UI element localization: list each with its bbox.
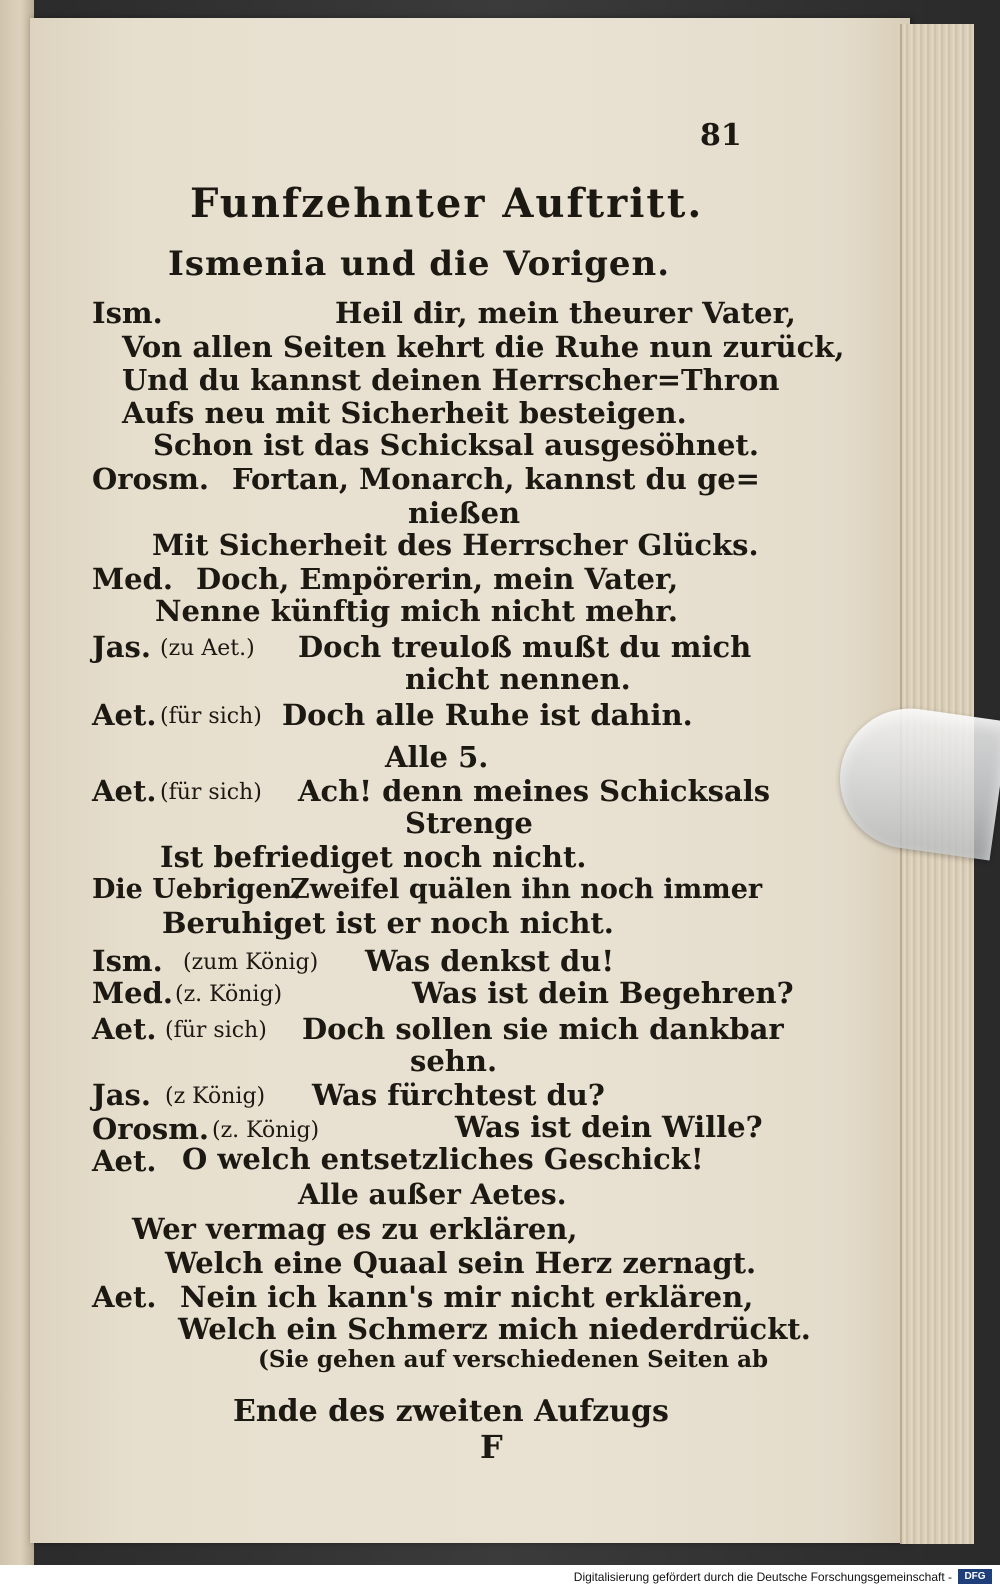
dialogue-line: Fortan, Monarch, kannst du ge= [232, 462, 760, 496]
speaker-label: Ism. [92, 944, 163, 978]
dialogue-line: nießen [408, 496, 521, 530]
speaker-label: Orosm. [92, 462, 209, 496]
footer-bar [0, 1565, 1000, 1589]
stage-direction: (für sich) [160, 780, 262, 805]
dialogue-line: Was ist dein Begehren? [412, 976, 794, 1010]
chorus-label: Alle 5. [385, 740, 489, 774]
dfg-logo-icon: DFG [958, 1569, 992, 1584]
stage-direction: (Sie gehen auf verschiedenen Seiten ab [258, 1346, 769, 1373]
stage-direction: (zum König) [183, 950, 319, 975]
page-number: 81 [700, 118, 742, 153]
dialogue-line: nicht nennen. [405, 662, 631, 696]
chorus-label: Alle außer Aetes. [298, 1178, 567, 1211]
dialogue-line: Nenne künftig mich nicht mehr. [155, 594, 679, 628]
dialogue-line: Und du kannst deinen Herrscher=Thron [122, 363, 780, 397]
dialogue-line: Welch eine Quaal sein Herz zernagt. [165, 1246, 757, 1280]
speaker-label: Aet. [92, 774, 157, 808]
dialogue-line: Aufs neu mit Sicherheit besteigen. [122, 396, 687, 430]
dialogue-line: Was denkst du! [365, 944, 615, 978]
dialogue-line: Doch, Empörerin, mein Vater, [196, 562, 679, 596]
dialogue-line: Was fürchtest du? [312, 1078, 605, 1112]
left-page-edge [0, 0, 34, 1565]
printer-signature: F [480, 1428, 503, 1466]
dialogue-line: Doch sollen sie mich dankbar [302, 1012, 784, 1046]
stage-direction: (z. König) [212, 1118, 320, 1143]
dialogue-line: Doch treuloß mußt du mich [298, 630, 752, 664]
dialogue-line: Beruhiget ist er noch nicht. [162, 906, 614, 940]
scene-subheading: Ismenia und die Vorigen. [168, 244, 671, 284]
dialogue-line: Strenge [405, 806, 533, 840]
dialogue-line: O welch entsetzliches Geschick! [182, 1142, 704, 1176]
speaker-label: Aet. [92, 698, 157, 732]
dialogue-line: Was ist dein Wille? [455, 1110, 763, 1144]
stage-direction: (für sich) [165, 1018, 267, 1043]
speaker-label: Jas. [92, 1078, 151, 1112]
dialogue-line: Welch ein Schmerz mich niederdrückt. [178, 1312, 811, 1346]
dialogue-line: Ist befriediget noch nicht. [160, 840, 587, 874]
speaker-label: Aet. [92, 1012, 157, 1046]
speaker-label: Die Uebrigen. [92, 874, 302, 905]
speaker-label: Orosm. [92, 1112, 209, 1146]
scene-heading: Funfzehnter Auftritt. [190, 180, 704, 227]
dialogue-line: Wer vermag es zu erklären, [132, 1212, 578, 1246]
dialogue-line: sehn. [410, 1044, 498, 1078]
speaker-label: Med. [92, 976, 173, 1010]
speaker-label: Jas. [92, 630, 151, 664]
dialogue-line: Schon ist das Schicksal ausgesöhnet. [153, 428, 759, 462]
stage-direction: (z. König) [175, 982, 283, 1007]
dialogue-line: Von allen Seiten kehrt die Ruhe nun zurück, [122, 330, 845, 364]
dialogue-line: Zweifel quälen ihn noch immer [290, 874, 763, 905]
stage-direction: (zu Aet.) [160, 636, 255, 661]
dialogue-line: Doch alle Ruhe ist dahin. [282, 698, 693, 732]
stage-direction: (für sich) [160, 704, 262, 729]
speaker-label: Med. [92, 562, 173, 596]
dialogue-line: Mit Sicherheit des Herrscher Glücks. [152, 528, 759, 562]
dialogue-line: Ach! denn meines Schicksals [298, 774, 771, 808]
dialogue-line: Nein ich kann's mir nicht erklären, [180, 1280, 754, 1314]
stage-direction: (z König) [165, 1084, 266, 1109]
funding-notice: Digitalisierung gefördert durch die Deutsche Forschungsgemeinschaft - [573, 1570, 952, 1584]
dialogue-line: Heil dir, mein theurer Vater, [335, 296, 796, 330]
act-end-line: Ende des zweiten Aufzugs [233, 1394, 669, 1429]
speaker-label: Ism. [92, 296, 163, 330]
speaker-label: Aet. [92, 1144, 157, 1178]
speaker-label: Aet. [92, 1280, 157, 1314]
